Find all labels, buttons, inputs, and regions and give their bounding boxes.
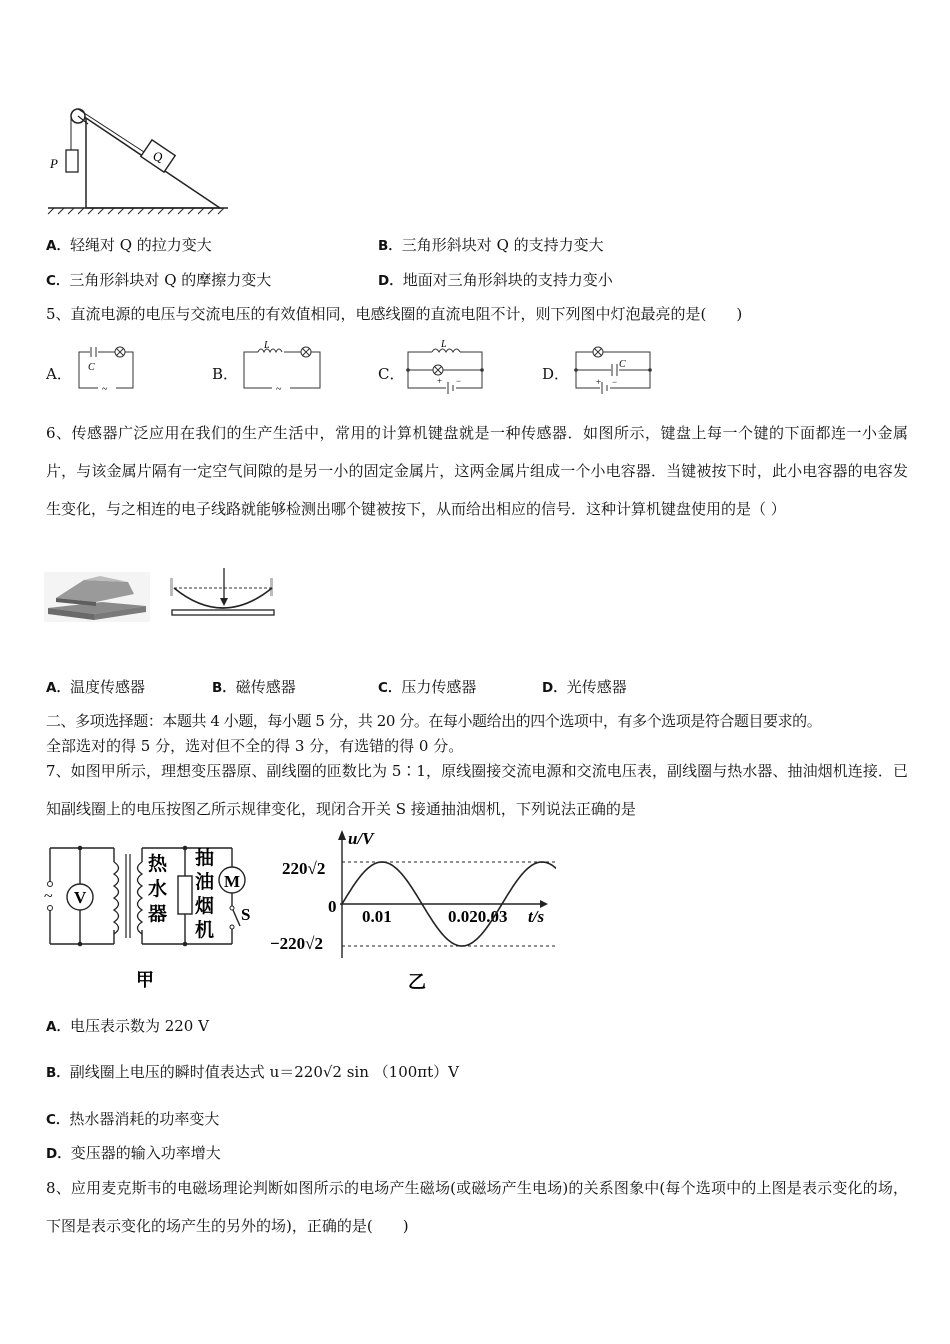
capacitor-key-diagram [168,566,280,618]
heater-char-2: 水 [148,879,168,900]
label-q: Q [153,149,163,164]
caption-jia: 甲 [136,970,154,990]
caption-yi: 乙 [408,972,426,992]
q5a-ac-symbol: ~ [102,384,108,394]
q5-option-d-letter[interactable]: D． [542,365,570,383]
q5b-ac-symbol: ~ [276,384,282,394]
label-p: P [50,156,58,171]
q5-circuit-a [76,346,136,394]
origin-label: 0 [328,897,337,916]
q6-option-d[interactable]: D．光传感器 [542,678,627,696]
data-point-0 [341,903,343,905]
section2-scoring: 全部选对的得 5 分，选对但不全的得 3 分，有选错的得 0 分。 [46,737,464,755]
q4-option-d[interactable]: D．地面对三角形斜块的支持力变小 [378,271,613,289]
q5b-label: L [264,340,270,351]
q7-stem: 7、如图甲所示，理想变压器原、副线圈的匝数比为 5∶1，原线圈接交流电源和交流电压表，副线圈与热水器、抽油烟机连接．已知副线圈上的电压按图乙所示规律变化，现闭合开关 S 接通抽油烟机，下列说法正确的是 [46,762,908,818]
heater-char-1: 热 [148,854,168,875]
voltmeter-label: V [74,888,87,907]
q5-option-a-letter[interactable]: A． [46,365,72,383]
motor-label: M [224,872,241,891]
q5c-label: L [441,339,447,350]
x-tick-0.02-0.03: 0.020.03 [448,907,508,926]
q6-option-a[interactable]: A．温度传感器 [46,678,145,696]
hood-char-1: 抽 [195,848,215,869]
voltage-waveform-chart [266,826,556,992]
q7-option-c[interactable]: C．热水器消耗的功率变大 [46,1110,220,1128]
q5-circuit-c [404,338,486,396]
q5c-minus: − [456,376,462,386]
y-max-label: 220√2 [282,859,326,878]
section2-heading: 二、多项选择题：本题共 4 小题，每小题 5 分，共 20 分。在每小题给出的四个选项中，有多个选项是符合题目要求的。 [46,712,822,730]
data-point-5 [541,861,543,863]
q5-option-c-letter[interactable]: C． [378,365,405,383]
data-point-3 [461,945,463,947]
q4-option-c[interactable]: C．三角形斜块对 Q 的摩擦力变大 [46,271,272,289]
q7-option-a[interactable]: A．电压表示数为 220 V [46,1017,209,1035]
transformer-circuit-figure [44,840,264,992]
q6-option-b[interactable]: B．磁传感器 [212,678,296,696]
q5-circuit-b [240,340,324,394]
heater-char-3: 器 [148,904,168,925]
x-tick-0.01: 0.01 [362,907,392,926]
data-point-4 [501,903,503,905]
hood-char-2: 油 [195,872,215,893]
q4-option-b[interactable]: B．三角形斜块对 Q 的支持力变大 [378,236,604,254]
q6-option-c[interactable]: C．压力传感器 [378,678,477,696]
data-point-1 [381,861,383,863]
q7-option-b[interactable]: B．副线圈上电压的瞬时值表达式 u＝220√2 sin （100πt）V [46,1063,460,1081]
q5d-label: C [619,359,626,370]
y-axis-arrow [338,830,346,840]
hood-char-4: 机 [195,920,215,941]
q5c-plus: + [437,376,443,386]
incline-pulley-figure [44,100,234,215]
q5-stem: 5、直流电源的电压与交流电压的有效值相同，电感线圈的直流电阻不计，则下列图中灯泡最亮的是( ) [46,305,743,323]
ac-source-symbol: ~ [44,888,53,905]
q5d-minus: − [612,377,618,387]
y-min-label: −220√2 [270,934,324,953]
q4-option-a[interactable]: A．轻绳对 Q 的拉力变大 [46,236,212,254]
q5a-label: C [88,362,95,373]
keyboard-key-photo [44,572,150,622]
q5-option-b-letter[interactable]: B． [212,365,239,383]
data-point-2 [421,903,423,905]
q8-stem: 8、应用麦克斯韦的电磁场理论判断如图所示的电场产生磁场(或磁场产生电场)的关系图象中(每个选项中的上图是表示变化的场，下图是表示变化的场产生的另外的场)，正确的是( ) [46,1179,908,1235]
q7-option-d[interactable]: D．变压器的输入功率增大 [46,1144,221,1162]
q5-circuit-d [572,344,654,396]
y-axis-label: u/V [348,829,374,848]
x-axis-label: t/s [528,907,545,926]
hood-char-3: 烟 [195,896,215,917]
q6-stem: 6、传感器广泛应用在我们的生产生活中，常用的计算机键盘就是一种传感器．如图所示，键盘上每一个键的下面都连一小金属片，与该金属片隔有一定空气间隙的是另一小的固定金属片，这两金属片组成一个小电容器．当键被按下时，此小电容器的电容发生变化，与之相连的电子线路就能够检测出哪个键被按下，从而给出相应的信号．这种计算机键盘使用的是（ ） [46,424,908,518]
switch-label: S [241,905,251,924]
q5d-plus: + [596,377,602,387]
